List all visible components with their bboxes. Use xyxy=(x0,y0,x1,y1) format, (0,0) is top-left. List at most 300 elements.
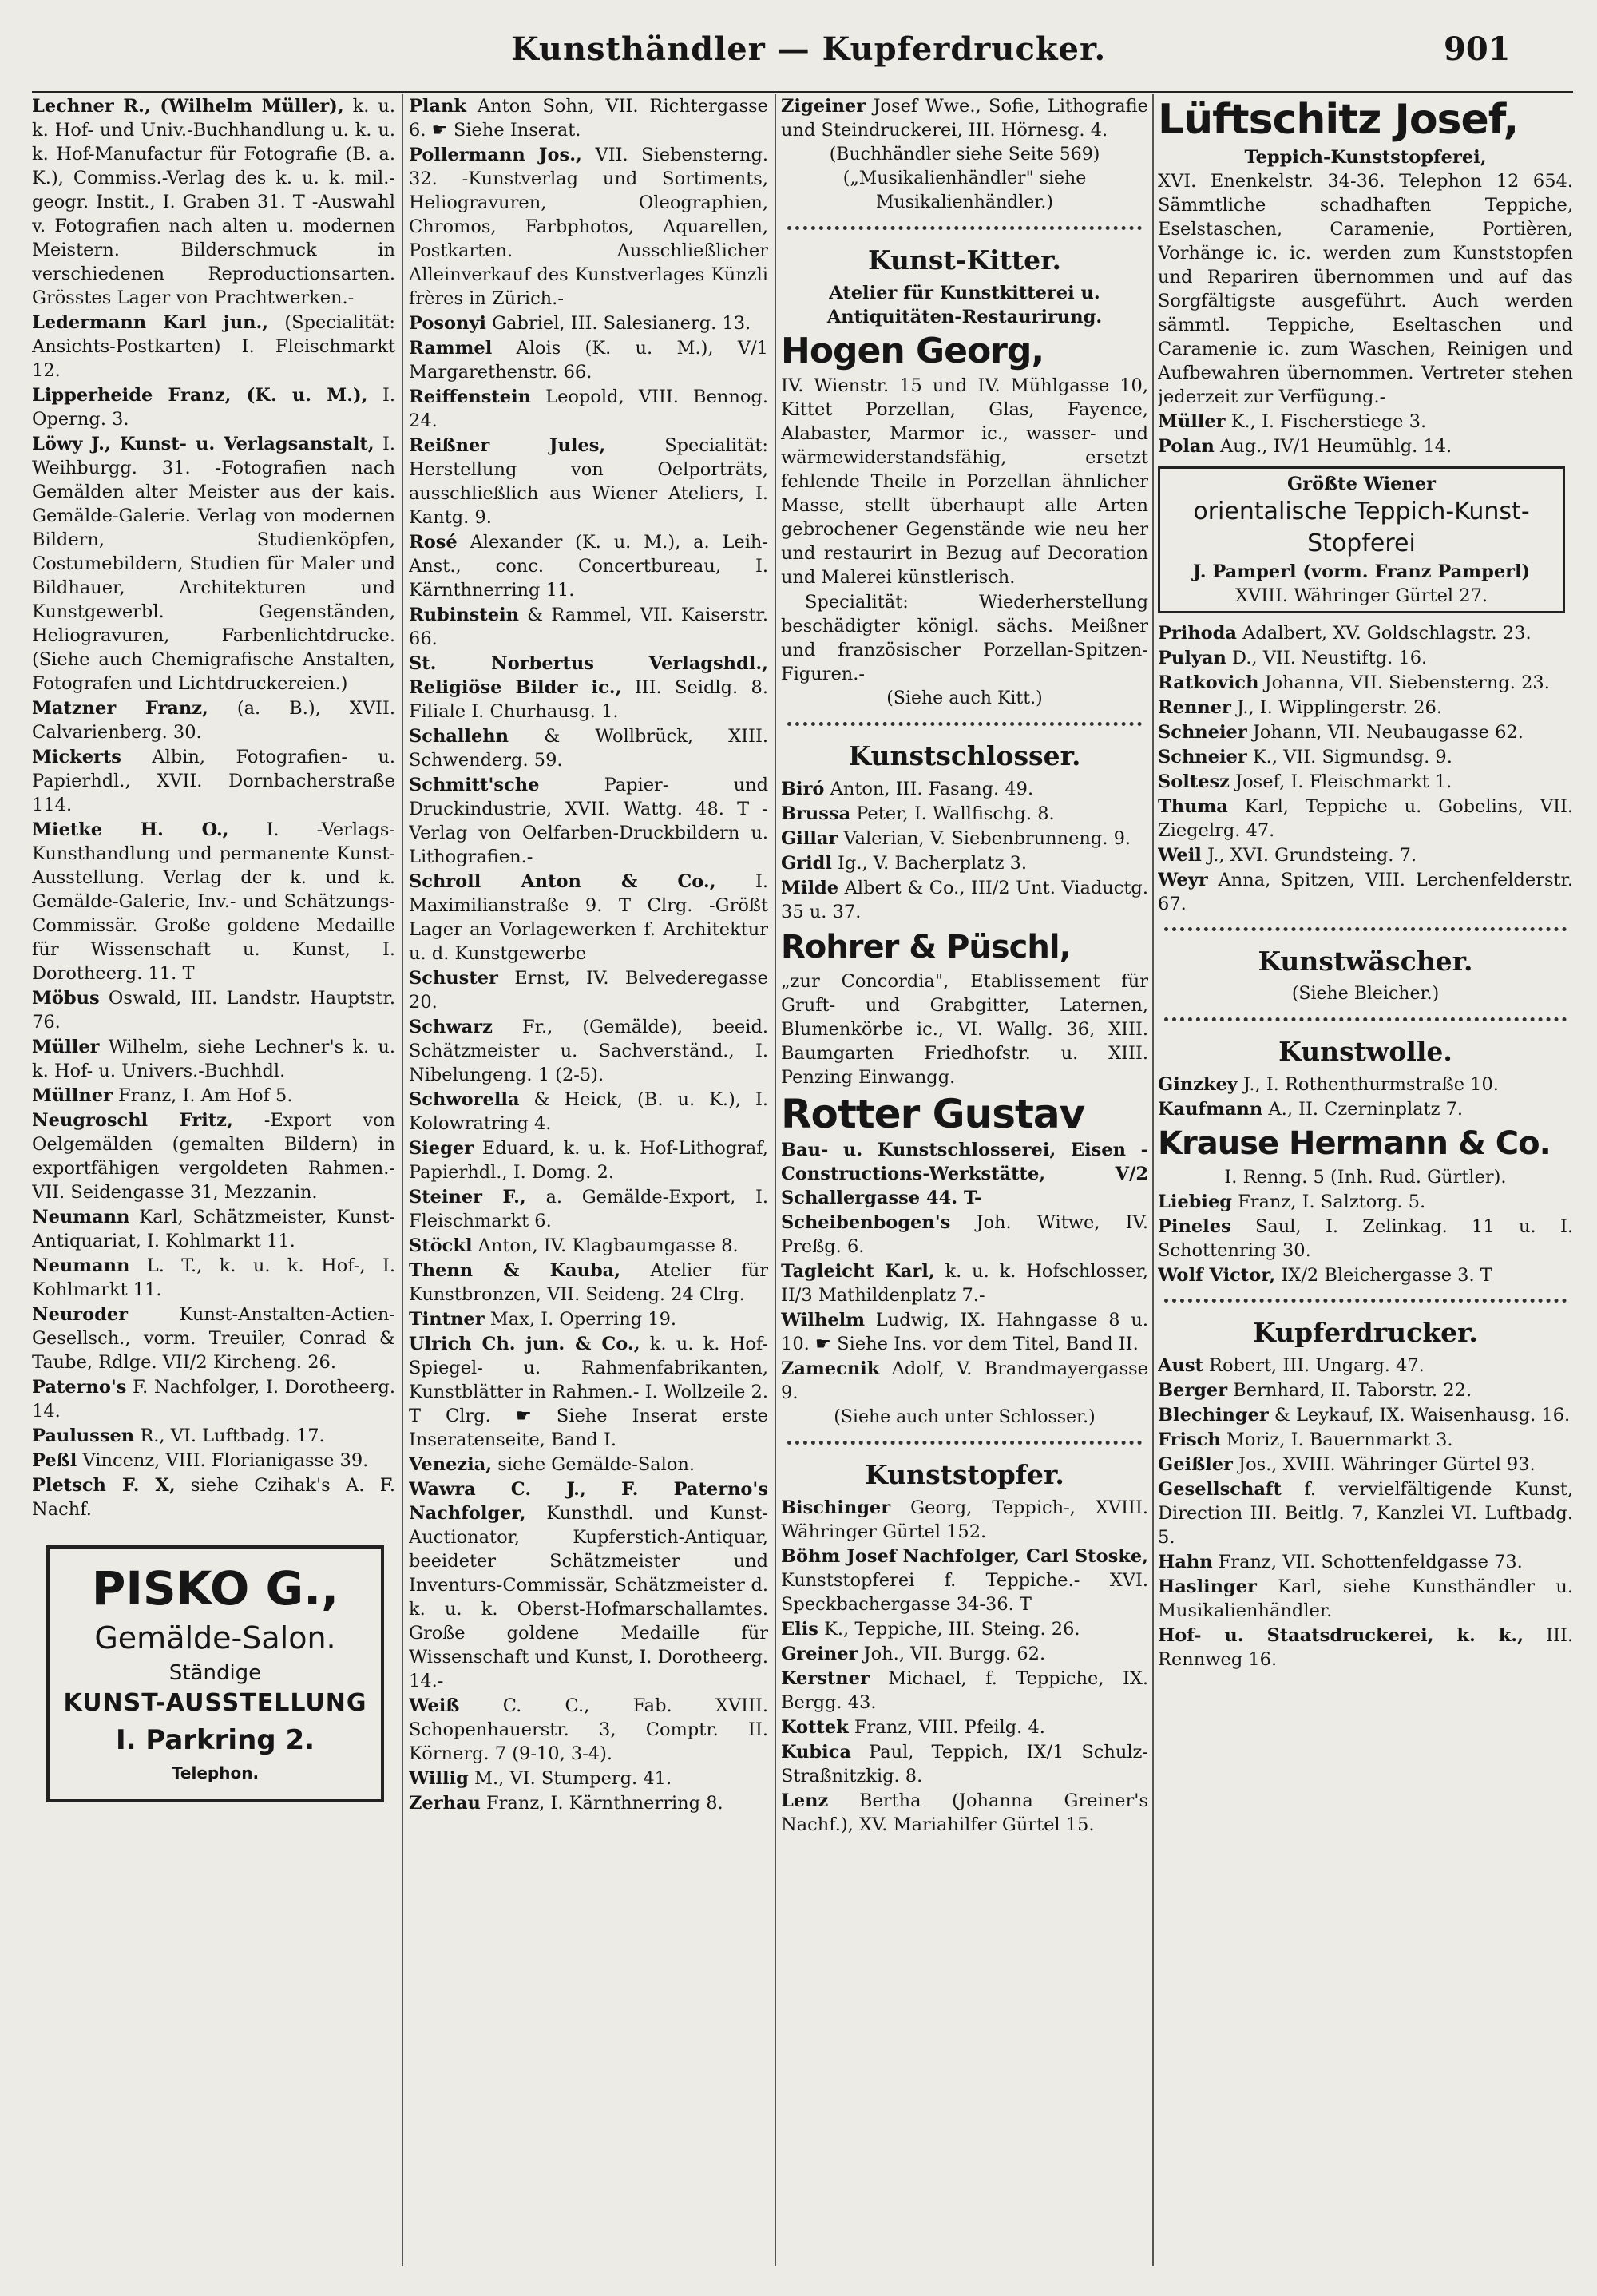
entry-name: Polan xyxy=(1158,436,1215,457)
column-divider xyxy=(1152,94,1154,2266)
entry-name: Zamecnik xyxy=(781,1358,880,1379)
entry-name: Lipperheide Franz, (K. u. M.), xyxy=(32,385,368,406)
box-line: XVIII. Währinger Gürtel 27. xyxy=(1234,585,1488,606)
entry-name: Reiffenstein xyxy=(409,387,531,407)
entry-name: Schwarz xyxy=(409,1017,493,1037)
entry-details: Bertha (Johanna Greiner's Nachf.), XV. Mariahilfer Gürtel 15. xyxy=(781,1790,1148,1835)
directory-entry xyxy=(1158,621,1573,645)
directory-entry xyxy=(1158,671,1573,695)
entry-details: Franz, I. Am Hof 5. xyxy=(112,1085,293,1106)
note: (Siehe auch Kitt.) xyxy=(886,688,1043,708)
entry-list xyxy=(1158,621,1573,916)
entry-details: Karl, siehe Kunsthändler u. Musikalienhändler. xyxy=(1158,1576,1573,1621)
section-heading: Kunststopfer. xyxy=(865,1459,1064,1490)
directory-entry xyxy=(32,1254,395,1302)
entry-name: Frisch xyxy=(1158,1430,1221,1450)
entry-details: J., I. Rothenthurmstraße 10. xyxy=(1237,1074,1499,1095)
directory-entry xyxy=(1158,843,1573,867)
entry-name: Ginzkey xyxy=(1158,1074,1238,1095)
entry-details: Valerian, V. Siebenbrunneng. 9. xyxy=(838,828,1131,849)
entry-name: Kubica xyxy=(781,1742,851,1763)
entry-name: Greiner xyxy=(781,1644,858,1664)
entry-details: (Specialität: Ansichts-Postkarten) I. Fleischmarkt 12. xyxy=(32,312,395,381)
entry-name: Tagleicht Karl, xyxy=(781,1261,935,1282)
directory-entry xyxy=(1158,1550,1573,1574)
advertisement-pisko xyxy=(46,1545,384,1802)
entry-details: k. u. k. Hof- und Univ.-Buchhandlung u. k. u. k. Hof-Manufactur für Fotografie (B. a. K.), Commiss.-Verlag des k. u. k. mil.-geogr. Instit., I. Graben 31. T -Auswahl v. Fotografien nach alten u. modernen Meistern. Bilderschmuck in verschiedenen Reproductionsarten. Grösstes Lager von Prachtwerken.- xyxy=(32,96,395,308)
directory-entry xyxy=(409,1767,768,1790)
directory-entry xyxy=(409,530,768,602)
directory-entry xyxy=(781,1545,1148,1616)
entry-name: Thenn & Kauba, xyxy=(409,1260,621,1281)
advertisement-pamperl xyxy=(1158,466,1565,613)
entry-name: St. Norbertus Verlagshdl., Religiöse Bilder ic., xyxy=(409,653,768,698)
entry-details: Leopold, VIII. Bennog. 24. xyxy=(409,387,768,431)
box-line: orientalische Teppich-Kunst- xyxy=(1193,498,1530,525)
column-4 xyxy=(1158,94,1573,2282)
ad-address: I. Parkring 2. xyxy=(115,1724,315,1756)
directory-entry xyxy=(32,1424,395,1448)
entry-details: Ludwig, IX. Hahngasse 8 u. 10. ☛ Siehe Ins. vor dem Titel, Band II. xyxy=(781,1310,1148,1354)
directory-entry xyxy=(1158,1097,1573,1121)
directory-entry xyxy=(32,1449,395,1473)
entry-name: Hof- u. Staatsdruckerei, k. k., xyxy=(1158,1625,1524,1646)
directory-entry xyxy=(32,1084,395,1108)
entry-name: Schmitt'sche xyxy=(409,775,540,795)
entry-list xyxy=(781,777,1148,924)
ad-line: KUNST-AUSSTELLUNG xyxy=(63,1689,367,1717)
directory-entry xyxy=(409,966,768,1014)
column-3 xyxy=(781,94,1148,2282)
entry-name: Zerhau xyxy=(409,1793,481,1814)
section-heading: Kunstschlosser. xyxy=(848,740,1081,771)
entry-details: (a. B.), XVII. Calvarienberg. 30. xyxy=(32,698,395,743)
entry-details: R., VI. Luftbadg. 17. xyxy=(134,1426,325,1446)
directory-entry xyxy=(1158,745,1573,769)
directory-entry xyxy=(781,876,1148,924)
entry-details: Robert, III. Ungarg. 47. xyxy=(1203,1355,1425,1376)
directory-entry xyxy=(409,1307,768,1331)
entry-details: K., VII. Sigmundsg. 9. xyxy=(1246,747,1452,767)
entry-details: k. u. k. Hof-Spiegel- u. Rahmenfabrikanten, Kunstblätter in Rahmen.- I. Wollzeile 2. T Clrg. ☛ Siehe Inserat erste Inseratenseite, Band I. xyxy=(409,1334,768,1450)
entry-details: Karl, Schätzmeister, Kunst-Antiquariat, I. Kohlmarkt 11. xyxy=(32,1207,395,1251)
entry-details: I. Operng. 3. xyxy=(32,385,395,430)
entry-details: Jos., XVIII. Währinger Gürtel 93. xyxy=(1232,1454,1536,1475)
directory-entry xyxy=(1158,720,1573,744)
directory-entry xyxy=(409,1694,768,1766)
entry-details: J., XVI. Grundsteing. 7. xyxy=(1201,845,1417,866)
entry-name: Tintner xyxy=(409,1309,485,1330)
directory-entry xyxy=(409,1791,768,1815)
note: (Buchhändler siehe Seite 569) xyxy=(829,145,1100,165)
entry-name: Kerstner xyxy=(781,1668,870,1689)
entry-text: Bau- u. Kunstschlosserei, Eisen - Constructions-Werkstätte, V/2 Schallergasse 44. T- xyxy=(781,1140,1148,1208)
column-1 xyxy=(32,94,395,2282)
entry-list xyxy=(781,94,1148,142)
entry-text: I. Renng. 5 (Inh. Rud. Gürtler). xyxy=(1224,1167,1507,1188)
directory-entry xyxy=(781,1617,1148,1641)
entry-name: Böhm Josef Nachfolger, Carl Stoske, xyxy=(781,1546,1148,1567)
directory-entry xyxy=(409,773,768,869)
column-divider xyxy=(402,94,403,2266)
entry-name: Paulussen xyxy=(32,1426,135,1446)
directory-entry xyxy=(1158,1354,1573,1378)
box-line: Größte Wiener xyxy=(1287,474,1436,494)
entry-details: Ernst, IV. Belvederegasse 20. xyxy=(409,968,768,1013)
entry-name: Löwy J., Kunst- u. Verlagsanstalt, xyxy=(32,434,374,454)
directory-entry xyxy=(32,432,395,696)
ad-subtitle: Gemälde-Salon. xyxy=(94,1620,336,1656)
entry-name: Weiß xyxy=(409,1695,460,1716)
directory-entry xyxy=(32,986,395,1034)
entry-details: siehe Gemälde-Salon. xyxy=(492,1454,695,1475)
directory-entry xyxy=(1158,1073,1573,1096)
directory-entry xyxy=(32,1108,395,1204)
entry-name: Gesellschaft xyxy=(1158,1479,1282,1500)
entry-name: Prihoda xyxy=(1158,623,1237,644)
entry-details: I. Weihburgg. 31. -Fotografien nach Gemälden alter Meister aus der kais. Gemälde-Galerie. Verlag von modernen Bildern, Studienköpfen, Costumebildern, Studien für Maler und Bildhauer, Architekturen und Kunstgewerbl. Gegenständen, Heliogravuren, Farbenlichtdrucke. (Siehe auch Chemigrafische Anstalten, Fotografen und Lichtdruckereien.) xyxy=(32,434,395,694)
page-number: 901 xyxy=(1444,30,1511,68)
entry-name: Stöckl xyxy=(409,1235,473,1256)
firm-name: Rohrer & Püschl, xyxy=(781,929,1071,966)
directory-entry xyxy=(32,1375,395,1423)
entry-name: Matzner Franz, xyxy=(32,698,208,719)
directory-entry xyxy=(1158,868,1573,916)
directory-entry xyxy=(1158,1477,1573,1549)
entry-details: siehe Czihak's A. F. Nachf. xyxy=(32,1475,395,1520)
entry-details: Franz, I. Salztorg. 5. xyxy=(1232,1192,1426,1212)
entry-details: Anna, Spitzen, VIII. Lerchenfelderstr. 67. xyxy=(1158,870,1573,914)
entry-details: k. u. k. Hofschlosser, II/3 Mathildenplatz 7.- xyxy=(781,1261,1148,1306)
entry-details: Eduard, k. u. k. Hof-Lithograf, Papierhdl., I. Domg. 2. xyxy=(409,1138,768,1183)
box-line: Stopferei xyxy=(1307,529,1416,557)
entry-details: & Wollbrück, XIII. Schwenderg. 59. xyxy=(409,726,768,771)
directory-entry xyxy=(409,1477,768,1693)
entry-details: D., VII. Neustiftg. 16. xyxy=(1226,648,1428,668)
ad-title: PISKO G., xyxy=(91,1561,339,1616)
directory-entry xyxy=(781,851,1148,875)
entry-name: Venezia, xyxy=(409,1454,493,1475)
entry-list xyxy=(32,94,395,1521)
directory-entry xyxy=(781,827,1148,851)
entry-name: Haslinger xyxy=(1158,1576,1257,1597)
column-2 xyxy=(409,94,768,2282)
directory-entry xyxy=(32,1303,395,1374)
section-divider xyxy=(787,226,1142,230)
entry-name: Müller xyxy=(32,1037,100,1057)
directory-entry xyxy=(409,1136,768,1184)
entry-details: & Heick, (B. u. K.), I. Kolowratring 4. xyxy=(409,1089,768,1134)
entry-name: Müllner xyxy=(32,1085,113,1106)
entry-name: Pineles xyxy=(1158,1216,1231,1237)
entry-name: Müller xyxy=(1158,411,1226,432)
entry-details: Georg, Teppich-, XVIII. Währinger Gürtel 152. xyxy=(781,1497,1148,1542)
entry-name: Hahn xyxy=(1158,1552,1213,1572)
entry-details: C. C., Fab. XVIII. Schopenhauerstr. 3, Comptr. II. Körnerg. 7 (9-10, 3-4). xyxy=(409,1695,768,1764)
entry-details: Franz, VIII. Pfeilg. 4. xyxy=(848,1717,1045,1738)
entry-details: Joh. Witwe, IV. Preßg. 6. xyxy=(781,1212,1148,1257)
entry-name: Mickerts xyxy=(32,747,121,767)
entry-details: Moriz, I. Bauernmarkt 3. xyxy=(1220,1430,1453,1450)
entry-details: IX/2 Bleichergasse 3. T xyxy=(1275,1265,1492,1286)
entry-details: Vincenz, VIII. Florianigasse 39. xyxy=(77,1450,369,1471)
entry-details: Adalbert, XV. Goldschlagstr. 23. xyxy=(1237,623,1532,644)
firm-name: Lüftschitz Josef, xyxy=(1158,96,1519,144)
section-divider xyxy=(1164,1299,1567,1303)
section-heading: Kunst-Kitter. xyxy=(867,244,1061,276)
directory-entry xyxy=(32,94,395,310)
entry-text: Specialität: Wiederherstellung beschädigter königl. sächs. Meißner und französischer Porzellan-Spitzen-Figuren.- xyxy=(781,592,1148,684)
entry-name: Neugroschl Fritz, xyxy=(32,1110,233,1131)
entry-details: Max, I. Operring 19. xyxy=(484,1309,677,1330)
entry-name: Schworella xyxy=(409,1089,520,1110)
entry-name: Schallehn xyxy=(409,726,509,747)
running-title: Kunsthändler — Kupferdrucker. xyxy=(511,30,1107,68)
entry-name: Neumann xyxy=(32,1207,130,1227)
directory-entry xyxy=(409,143,768,311)
note: (Siehe auch unter Schlosser.) xyxy=(834,1407,1096,1427)
entry-name: Rosé xyxy=(409,532,458,553)
entry-details: & Rammel, VII. Kaiserstr. 66. xyxy=(409,605,768,649)
directory-entry xyxy=(781,1211,1148,1259)
entry-name: Renner xyxy=(1158,697,1231,718)
entry-details: Johann, VII. Neubaugasse 62. xyxy=(1246,722,1524,743)
entry-list xyxy=(781,1211,1148,1405)
entry-name: Aust xyxy=(1158,1355,1203,1376)
entry-details: Oswald, III. Landstr. Hauptstr. 76. xyxy=(32,988,395,1033)
firm-name: Krause Hermann & Co. xyxy=(1158,1125,1551,1162)
entry-details: a. Gemälde-Export, I. Fleischmarkt 6. xyxy=(409,1187,768,1231)
directory-entry xyxy=(32,1473,395,1521)
directory-entry xyxy=(1158,1263,1573,1287)
entry-name: Pollermann Jos., xyxy=(409,145,582,165)
entry-details: Bernhard, II. Taborstr. 22. xyxy=(1227,1380,1472,1401)
firm-name: Hogen Georg, xyxy=(781,331,1044,371)
entry-details: Adolf, V. Brandmayergasse 9. xyxy=(781,1358,1148,1403)
ad-phone: Telephon. xyxy=(171,1763,260,1782)
entry-details: Albin, Fotografien- u. Papierhdl., XVII. Dornbacherstraße 114. xyxy=(32,747,395,815)
directory-entry xyxy=(32,696,395,744)
directory-entry xyxy=(1158,410,1573,434)
entry-name: Schroll Anton & Co., xyxy=(409,871,716,892)
entry-name: Neuroder xyxy=(32,1304,129,1325)
directory-entry xyxy=(1158,1624,1573,1671)
directory-entry xyxy=(1158,1403,1573,1427)
entry-name: Blechinger xyxy=(1158,1405,1269,1426)
firm-name: Rotter Gustav xyxy=(781,1091,1085,1137)
directory-entry xyxy=(1158,770,1573,794)
entry-text: XVI. Enenkelstr. 34-36. Telephon 12 654. Sämmtliche schadhaften Teppiche, Eselstaschen, Caramenie, Portièren, Vorhänge ic. ic. werden zum Kunststopfen und Repariren übernommen und auf das Sorgfältigste ausgeführt. Auch werden sämmtl. Teppiche, Eseltaschen und Caramenie ic. zum Waschen, Reinigen und Aufbewahren übernommen. Vertreter stehen jederzeit zur Verfügung.- xyxy=(1158,171,1573,407)
directory-entry xyxy=(409,1259,768,1307)
entry-details: VII. Siebensterng. 32. -Kunstverlag und Sortiments, Heliogravuren, Oleographien, Chromos, Farbphotos, Aquarellen, Postkarten. Ausschließlicher Alleinverkauf des Kunstverlages Künzli frères in Zürich.- xyxy=(409,145,768,309)
entry-details: Albert & Co., III/2 Unt. Viaductg. 35 u. 37. xyxy=(781,878,1148,922)
entry-name: Paterno's xyxy=(32,1377,127,1398)
entry-name: Willig xyxy=(409,1768,469,1789)
directory-entry xyxy=(409,1453,768,1477)
entry-name: Steiner F., xyxy=(409,1187,526,1207)
entry-name: Peßl xyxy=(32,1450,77,1471)
entry-details: K., I. Fischerstiege 3. xyxy=(1225,411,1427,432)
directory-entry xyxy=(32,1205,395,1253)
entry-details: Kunsthdl. und Kunst-Auctionator, Kupferstich-Antiquar, beeideter Schätzmeister und Inventurs-Commissär, Schätzmeister d. k. u. k. Oberst-Hofmarschallamtes. Große goldene Medaille für Wissenschaft und Kunst, I. Dorotheerg. 14.- xyxy=(409,1503,768,1691)
directory-entry xyxy=(1158,1378,1573,1402)
entry-list xyxy=(1158,410,1573,458)
directory-entry xyxy=(1158,1428,1573,1452)
directory-entry xyxy=(409,1185,768,1233)
section-subtitle: Atelier für Kunstkitterei u. Antiquitäten-Restaurirung. xyxy=(826,283,1103,327)
note: („Musikalienhändler" siehe Musikalienhändler.) xyxy=(842,169,1087,212)
entry-details: Johanna, VII. Siebensterng. 23. xyxy=(1258,672,1550,693)
directory-entry xyxy=(781,94,1148,142)
entry-name: Bischinger xyxy=(781,1497,891,1518)
entry-name: Posonyi xyxy=(409,313,486,334)
entry-name: Kottek xyxy=(781,1717,849,1738)
entry-name: Wawra C. J., F. Paterno's Nachfolger, xyxy=(409,1479,768,1524)
directory-entry xyxy=(781,802,1148,826)
entry-name: Geißler xyxy=(1158,1454,1233,1475)
ad-line: Ständige xyxy=(168,1661,262,1685)
entry-list xyxy=(1158,1190,1573,1287)
entry-name: Gridl xyxy=(781,853,832,874)
entry-details: Michael, f. Teppiche, IX. Bergg. 43. xyxy=(781,1668,1148,1713)
entry-details: Saul, I. Zelinkag. 11 u. I. Schottenring 30. xyxy=(1158,1216,1573,1261)
entry-list xyxy=(1158,1354,1573,1671)
directory-entry xyxy=(409,336,768,384)
section-divider xyxy=(1164,927,1567,931)
entry-details: Fr., (Gemälde), beeid. Schätzmeister u. Sachverständ., I. Nibelungeng. 1 (2-5). xyxy=(409,1017,768,1085)
entry-name: Gillar xyxy=(781,828,838,849)
directory-entry xyxy=(409,1234,768,1258)
entry-name: Möbus xyxy=(32,988,100,1009)
entry-name: Thuma xyxy=(1158,796,1228,817)
entry-name: Pulyan xyxy=(1158,648,1226,668)
directory-entry xyxy=(781,1667,1148,1715)
note: (Siehe Bleicher.) xyxy=(1291,984,1440,1004)
section-heading: Kunstwäscher. xyxy=(1258,946,1473,977)
entry-details: Joh., VII. Burgg. 62. xyxy=(858,1644,1046,1664)
entry-details: F. Nachfolger, I. Dorotheerg. 14. xyxy=(32,1377,395,1422)
entry-name: Weyr xyxy=(1158,870,1208,890)
directory-entry xyxy=(32,383,395,431)
entry-name: Berger xyxy=(1158,1380,1228,1401)
directory-entry xyxy=(409,870,768,966)
entry-details: Alexander (K. u. M.), a. Leih-Anst., conc. Concertbureau, I. Kärnthnerring 11. xyxy=(409,532,768,601)
directory-entry xyxy=(409,94,768,142)
entry-details: III. Seidlg. 8. Filiale I. Churhausg. 1. xyxy=(409,677,768,722)
directory-entry xyxy=(409,1015,768,1087)
entry-name: Wolf Victor, xyxy=(1158,1265,1276,1286)
entry-text: IV. Wienstr. 15 und IV. Mühlgasse 10, Kittet Porzellan, Glas, Fayence, Alabaster, Marmor ic., wasser- und wärmewiderstandsfähig, ersetzt fehlende Theile in Porzellan ähnlicher Masse, stellt überhaupt alle Arten gebrochener Gegenstände wie neu her und restaurirt in Bezug auf Decoration und Malerei künstlerisch. xyxy=(781,375,1148,588)
entry-details: Franz, I. Kärnthnerring 8. xyxy=(480,1793,723,1814)
entry-details: A., II. Czerninplatz 7. xyxy=(1262,1099,1464,1120)
entry-details: Wilhelm, siehe Lechner's k. u. k. Hof- u. Univers.-Buchhdl. xyxy=(32,1037,395,1081)
entry-name: Liebieg xyxy=(1158,1192,1233,1212)
directory-entry xyxy=(781,777,1148,801)
entry-name: Scheibenbogen's xyxy=(781,1212,951,1233)
entry-name: Elis xyxy=(781,1619,818,1640)
column-divider xyxy=(775,94,776,2266)
entry-details: Gabriel, III. Salesianerg. 13. xyxy=(485,313,751,334)
entry-name: Kaufmann xyxy=(1158,1099,1263,1120)
entry-text: „zur Concordia", Etablissement für Gruft- und Grabgitter, Laternen, Blumenkörbe ic., VI. Wallg. 36, XIII. Baumgarten Friedhofstr. u. XIII. Penzing Einwangg. xyxy=(781,971,1148,1088)
directory-entry xyxy=(32,745,395,817)
directory-entry xyxy=(781,1642,1148,1666)
directory-entry xyxy=(1158,1215,1573,1263)
entry-name: Neumann xyxy=(32,1255,130,1276)
section-heading: Kunstwolle. xyxy=(1278,1036,1452,1067)
directory-entry xyxy=(32,818,395,985)
entry-name: Sieger xyxy=(409,1138,474,1159)
entry-details: I. -Verlags-Kunsthandlung und permanente Kunst-Ausstellung. Verlag der k. und k. Gemälde-Galerie, Inv.- und Schätzungs-Commissär. Große goldene Medaille für Wissenschaft u. Kunst, I. Dorotheerg. 11. T xyxy=(32,819,395,984)
entry-details: Alois (K. u. M.), V/1 Margarethenstr. 66. xyxy=(409,338,768,383)
section-divider xyxy=(1164,1017,1567,1021)
entry-name: Rammel xyxy=(409,338,493,359)
entry-details: Kunst-Anstalten-Actien-Gesellsch., vorm. Treuiler, Conrad & Taube, Rdlge. VII/2 Kircheng. 26. xyxy=(32,1304,395,1373)
entry-details: III. Rennweg 16. xyxy=(1158,1625,1573,1670)
entry-name: Weil xyxy=(1158,845,1202,866)
directory-entry xyxy=(1158,795,1573,843)
entry-details: Anton, III. Fasang. 49. xyxy=(824,779,1034,799)
entry-name: Schuster xyxy=(409,968,498,989)
entry-name: Schneier xyxy=(1158,722,1247,743)
entry-name: Ratkovich xyxy=(1158,672,1259,693)
entry-name: Lechner R., (Wilhelm Müller), xyxy=(32,96,344,117)
entry-details: Peter, I. Wallfischg. 8. xyxy=(850,803,1055,824)
entry-details: Anton, IV. Klagbaumgasse 8. xyxy=(472,1235,739,1256)
entry-list xyxy=(781,1496,1148,1837)
entry-details: f. vervielfältigende Kunst, Direction III. Beitlg. 7, Kanzlei VI. Luftbadg. 5. xyxy=(1158,1479,1573,1548)
header-rule xyxy=(32,91,1573,93)
firm-subtitle: Teppich-Kunststopferei, xyxy=(1244,147,1487,168)
entry-details: Ig., V. Bacherplatz 3. xyxy=(831,853,1028,874)
entry-details: Paul, Teppich, IX/1 Schulz-Straßnitzkig. 8. xyxy=(781,1742,1148,1786)
directory-entry xyxy=(781,1259,1148,1307)
entry-details: Atelier für Kunstbronzen, VII. Seideng. 24 Clrg. xyxy=(409,1260,768,1305)
directory-entry xyxy=(1158,1575,1573,1623)
directory-entry xyxy=(781,1496,1148,1544)
directory-entry xyxy=(1158,646,1573,670)
directory-entry xyxy=(409,724,768,772)
directory-entry xyxy=(32,311,395,383)
section-divider xyxy=(787,1441,1142,1445)
entry-details: Franz, VII. Schottenfeldgasse 73. xyxy=(1212,1552,1523,1572)
entry-name: Reißner Jules, xyxy=(409,435,606,456)
directory-entry xyxy=(781,1789,1148,1837)
entry-details: & Leykauf, IX. Waisenhausg. 16. xyxy=(1268,1405,1571,1426)
entry-name: Soltesz xyxy=(1158,771,1230,792)
section-heading: Kupferdrucker. xyxy=(1253,1317,1478,1348)
entry-details: Aug., IV/1 Heumühlg. 14. xyxy=(1214,436,1452,457)
entry-name: Schneier xyxy=(1158,747,1247,767)
entry-details: Papier- und Druckindustrie, XVII. Wattg. 48. T -Verlag von Oelfarben-Druckbildern u. Lithografien.- xyxy=(409,775,768,867)
directory-entry xyxy=(781,1308,1148,1356)
directory-entry xyxy=(409,1332,768,1452)
entry-name: Biró xyxy=(781,779,825,799)
directory-entry xyxy=(781,1715,1148,1739)
directory-entry xyxy=(32,1035,395,1083)
directory-entry xyxy=(409,652,768,724)
entry-details: I. Maximilianstraße 9. T Clrg. -Größt Lager an Vorlagewerken f. Architektur u. d. Kunstgewerbe xyxy=(409,871,768,964)
entry-name: Brussa xyxy=(781,803,851,824)
entry-name: Ulrich Ch. jun. & Co., xyxy=(409,1334,640,1354)
entry-name: Mietke H. O., xyxy=(32,819,229,840)
entry-name: Plank xyxy=(409,96,466,117)
entry-name: Rubinstein xyxy=(409,605,519,625)
entry-details: Anton Sohn, VII. Richtergasse 6. ☛ Siehe Inserat. xyxy=(409,96,768,141)
entry-details: Josef Wwe., Sofie, Lithografie und Steindruckerei, III. Hörnesg. 4. xyxy=(781,96,1148,141)
entry-list xyxy=(1158,1073,1573,1121)
entry-details: Kunststopferei f. Teppiche.- XVI. Speckbachergasse 34-36. T xyxy=(781,1570,1148,1615)
